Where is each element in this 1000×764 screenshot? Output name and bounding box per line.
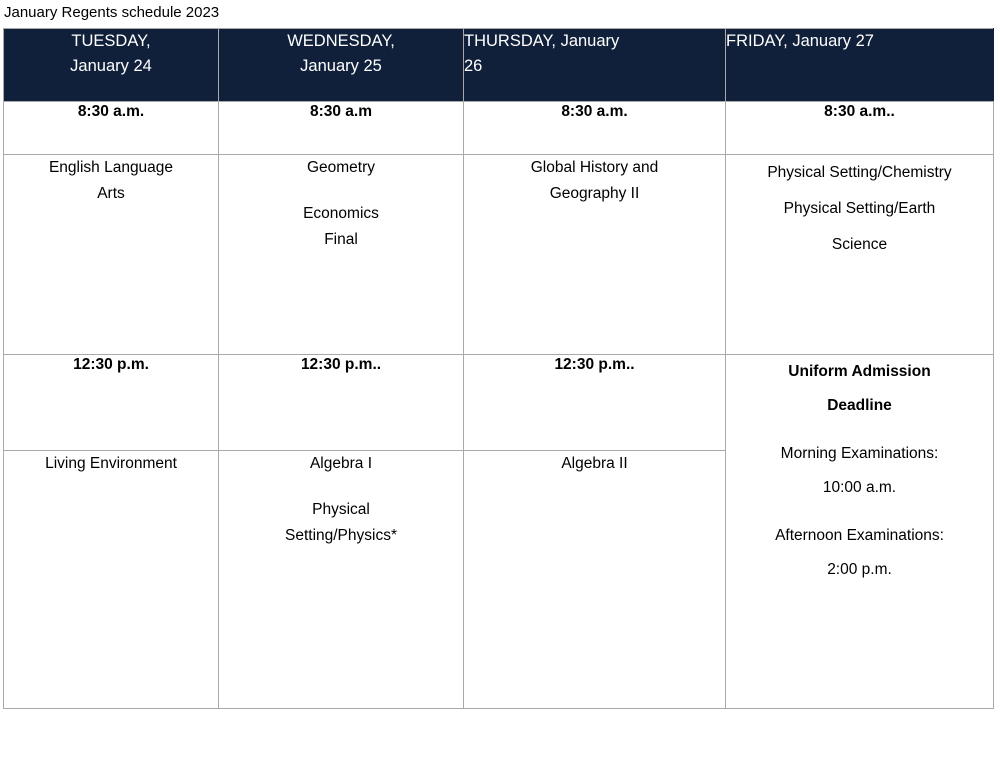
afternoon-time-wednesday: 12:30 p.m.. — [219, 355, 464, 451]
column-header-friday — [726, 29, 994, 102]
exam-line: Geometry — [306, 159, 376, 176]
table-row-afternoon-times — [4, 355, 994, 451]
morning-exam-tuesday — [4, 155, 219, 355]
table-header-row — [4, 29, 994, 102]
afternoon-exam-wednesday — [219, 451, 464, 709]
exam-line: Physical Setting/Chemistry — [767, 164, 952, 181]
afternoon-exam-thursday — [464, 451, 726, 709]
column-header-wednesday — [219, 29, 464, 102]
header-line-1: FRIDAY, January 27 — [726, 32, 874, 50]
notice-line: Morning Examinations: — [780, 445, 939, 462]
morning-exam-friday — [726, 155, 994, 355]
morning-time-thursday: 8:30 a.m. — [464, 102, 726, 155]
exam-line: Physical Setting/Earth — [783, 200, 936, 217]
morning-exam-thursday — [464, 155, 726, 355]
column-header-tuesday — [4, 29, 219, 102]
afternoon-exam-tuesday — [4, 451, 219, 709]
exam-line: Algebra I — [309, 455, 373, 472]
exam-line: English Language — [48, 159, 174, 176]
page-title: January Regents schedule 2023 — [4, 4, 220, 21]
exam-line: Final — [324, 231, 358, 248]
morning-time-friday: 8:30 a.m.. — [726, 102, 994, 155]
exam-line: Physical — [312, 501, 370, 518]
notice-line: 2:00 p.m. — [827, 561, 892, 578]
exam-spacer — [219, 181, 463, 201]
notice-line: 10:00 a.m. — [822, 479, 897, 496]
table-row-morning-times — [4, 102, 994, 155]
exam-line: Geography II — [549, 185, 640, 202]
notice-spacer — [726, 423, 993, 437]
header-line-1: WEDNESDAY, — [287, 32, 395, 50]
exam-line: Science — [831, 236, 888, 253]
afternoon-time-thursday: 12:30 p.m.. — [464, 355, 726, 451]
exam-line: Arts — [97, 185, 125, 202]
exam-line: Living Environment — [45, 455, 177, 472]
friday-uniform-admission-notice — [726, 355, 994, 709]
morning-time-tuesday: 8:30 a.m. — [4, 102, 219, 155]
notice-heading-line-2: Deadline — [827, 397, 892, 414]
exam-line: Global History and — [530, 159, 659, 176]
exam-line: Algebra II — [561, 455, 628, 472]
exam-line: Economics — [303, 205, 379, 222]
header-line-1: THURSDAY, January — [464, 32, 620, 50]
column-header-thursday — [464, 29, 726, 102]
morning-exam-wednesday — [219, 155, 464, 355]
afternoon-time-tuesday: 12:30 p.m. — [4, 355, 219, 451]
exam-line: Setting/Physics* — [285, 527, 397, 544]
table-row-morning-exams — [4, 155, 994, 355]
header-line-2: January 24 — [70, 57, 152, 75]
regents-schedule-table — [3, 28, 994, 709]
notice-heading-line-1: Uniform Admission — [788, 363, 931, 380]
notice-spacer — [726, 505, 993, 519]
notice-line: Afternoon Examinations: — [775, 527, 944, 544]
morning-time-wednesday: 8:30 a.m — [219, 102, 464, 155]
header-line-1: TUESDAY, — [71, 32, 151, 50]
header-line-2: January 25 — [300, 57, 382, 75]
header-line-2: 26 — [464, 57, 483, 75]
exam-spacer — [219, 477, 463, 497]
